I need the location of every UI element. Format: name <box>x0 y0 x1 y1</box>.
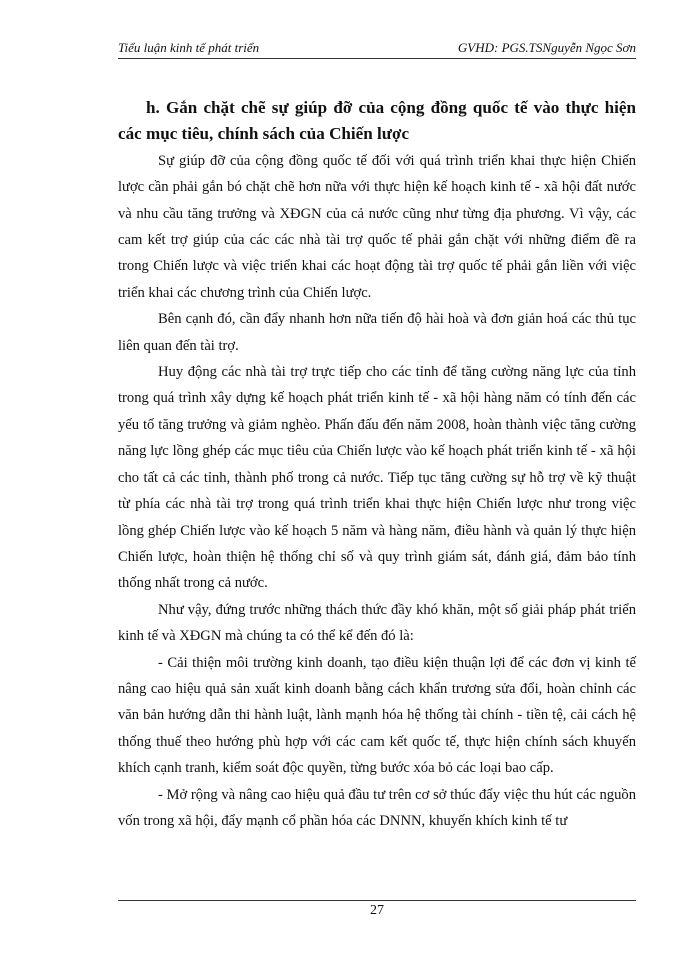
page-header <box>118 36 636 59</box>
paragraph-investment-expansion: - Mở rộng và nâng cao hiệu quả đầu tư trên cơ sở thúc đẩy việc thu hút các nguồn vốn trong xã hội, đẩy mạnh cổ phần hóa các DNNN, khuyến khích kinh tế tư <box>118 786 636 829</box>
paragraph-harmonization: Bên cạnh đó, cần đẩy nhanh hơn nữa tiến độ hài hoà và đơn giản hoá các thủ tục liên quan đến tài trợ. <box>118 311 636 354</box>
paragraph-business-environment: - Cải thiện môi trường kinh doanh, tạo điều kiện thuận lợi để các đơn vị kinh tế nâng cao hiệu quả sản xuất kinh doanh bằng cách khẩn trương sửa đổi, hoàn chỉnh các văn bản hướng dẫn thi hành luật, lành mạnh hóa hệ thống tài chính - tiền tệ, cải cách hệ thống thuế theo hướng phù hợp với các cam kết quốc tế, thực hiện chính sách khuyến khích cạnh tranh, kiểm soát độc quyền, từng bước xóa bỏ các loại bao cấp. <box>118 654 636 777</box>
page-number: 27 <box>370 903 384 918</box>
page-footer <box>118 900 636 919</box>
paragraph-donor-mobilization: Huy động các nhà tài trợ trực tiếp cho các tỉnh để tăng cường năng lực của tỉnh trong quá trình xây dựng kế hoạch phát triển kinh tế - xã hội hàng năm có tính đến các yếu tố tăng trưởng và giảm nghèo. Phấn đấu đến năm 2008, hoàn thành việc tăng cường năng lực lồng ghép các mục tiêu của Chiến lược vào kế hoạch phát triển kinh tế - xã hội cho tất cả các tỉnh, thành phố trong cả nước. Tiếp tục tăng cường sự hỗ trợ về kỹ thuật từ phía các nhà tài trợ trong quá trình triển khai thực hiện Chiến lược như trong việc lồng ghép Chiến lược vào kế hoạch 5 năm và hàng năm, điều hành và quản lý thực hiện Chiến lược, hoàn thiện hệ thống chỉ số và quy trình giám sát, đánh giá, đảm bảo tính thống nhất trong cả nước. <box>118 364 636 592</box>
paragraph-international-support: Sự giúp đỡ của cộng đồng quốc tế đối với quá trình triển khai thực hiện Chiến lược cần phải gắn bó chặt chẽ hơn nữa với thực hiện kế hoạch kinh tế - xã hội đất nước và nhu cầu tăng trưởng và XĐGN của cả nước cũng như từng địa phương. Vì vậy, các cam kết trợ giúp của các các nhà tài trợ quốc tế phải gắn chặt với những điểm đề ra trong Chiến lược và việc triển khai các hoạt động tài trợ quốc tế phải gắn liền với việc triển khai các chương trình của Chiến lược. <box>118 152 636 301</box>
paragraph-solutions-intro: Như vậy, đứng trước những thách thức đầy khó khăn, một số giải pháp phát triển kinh tế và XĐGN mà chúng ta có thể kể đến đó là: <box>118 601 636 645</box>
section-heading: h. Gắn chặt chẽ sự giúp đỡ của cộng đồng quốc tế vào thực hiện các mục tiêu, chính sách của Chiến lược <box>118 98 636 144</box>
header-instructor: GVHD: PGS.TSNguyễn Ngọc Sơn <box>457 40 636 55</box>
header-course-title: Tiểu luận kinh tế phát triển <box>118 40 260 55</box>
page-body <box>118 95 636 834</box>
